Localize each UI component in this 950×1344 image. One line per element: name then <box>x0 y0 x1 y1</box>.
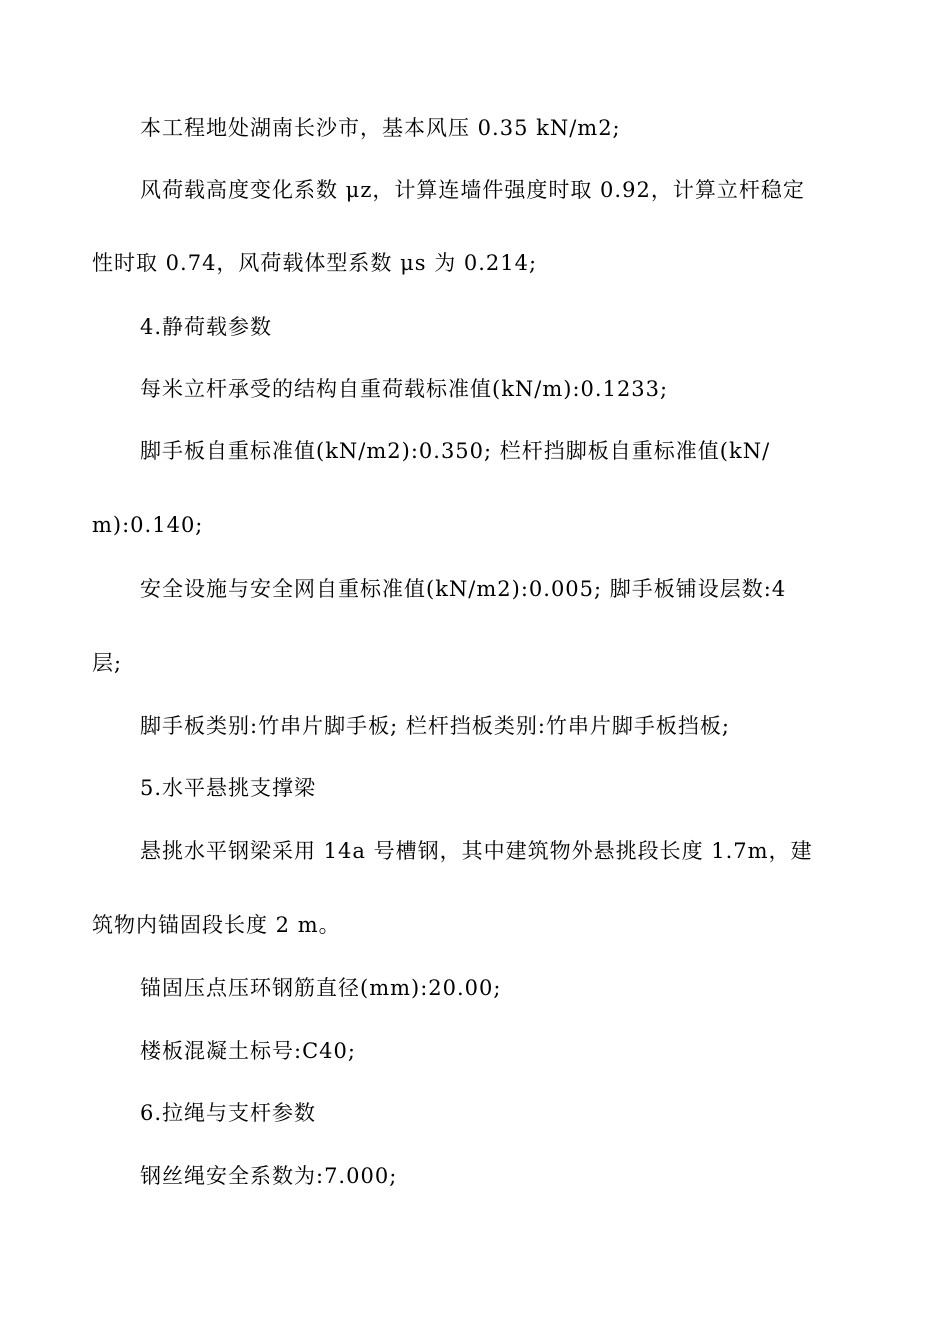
paragraph-anchor-rebar-diameter: 锚固压点压环钢筋直径(mm):20.00; <box>140 976 502 1000</box>
section-heading-cantilever-beam: 5.水平悬挑支撑梁 <box>140 776 317 800</box>
paragraph-wind-coefficient-cont: 性时取 0.74，风荷载体型系数 μs 为 0.214; <box>92 251 538 275</box>
paragraph-wire-rope-safety-factor: 钢丝绳安全系数为:7.000; <box>140 1164 398 1188</box>
paragraph-scaffold-board-weight-cont: m):0.140; <box>92 513 204 537</box>
paragraph-safety-net-weight-cont: 层; <box>92 651 123 675</box>
paragraph-pole-self-weight: 每米立杆承受的结构自重荷载标准值(kN/m):0.1233; <box>140 377 669 401</box>
section-heading-static-load: 4.静荷载参数 <box>140 315 273 339</box>
section-heading-rope-and-strut: 6.拉绳与支杆参数 <box>140 1101 317 1125</box>
paragraph-cantilever-beam: 悬挑水平钢梁采用 14a 号槽钢，其中建筑物外悬挑段长度 1.7m，建 <box>140 839 813 863</box>
paragraph-board-type: 脚手板类别:竹串片脚手板; 栏杆挡板类别:竹串片脚手板挡板; <box>140 714 730 738</box>
paragraph-scaffold-board-weight: 脚手板自重标准值(kN/m2):0.350; 栏杆挡脚板自重标准值(kN/ <box>140 439 771 463</box>
paragraph-concrete-grade: 楼板混凝土标号:C40; <box>140 1039 356 1063</box>
paragraph-safety-net-weight: 安全设施与安全网自重标准值(kN/m2):0.005; 脚手板铺设层数:4 <box>140 577 787 601</box>
paragraph-wind-coefficient: 风荷载高度变化系数 μz，计算连墙件强度时取 0.92，计算立杆稳定 <box>140 178 805 202</box>
paragraph-wind-pressure: 本工程地处湖南长沙市，基本风压 0.35 kN/m2; <box>140 116 621 140</box>
paragraph-cantilever-beam-cont: 筑物内锚固段长度 2 m。 <box>92 913 341 937</box>
